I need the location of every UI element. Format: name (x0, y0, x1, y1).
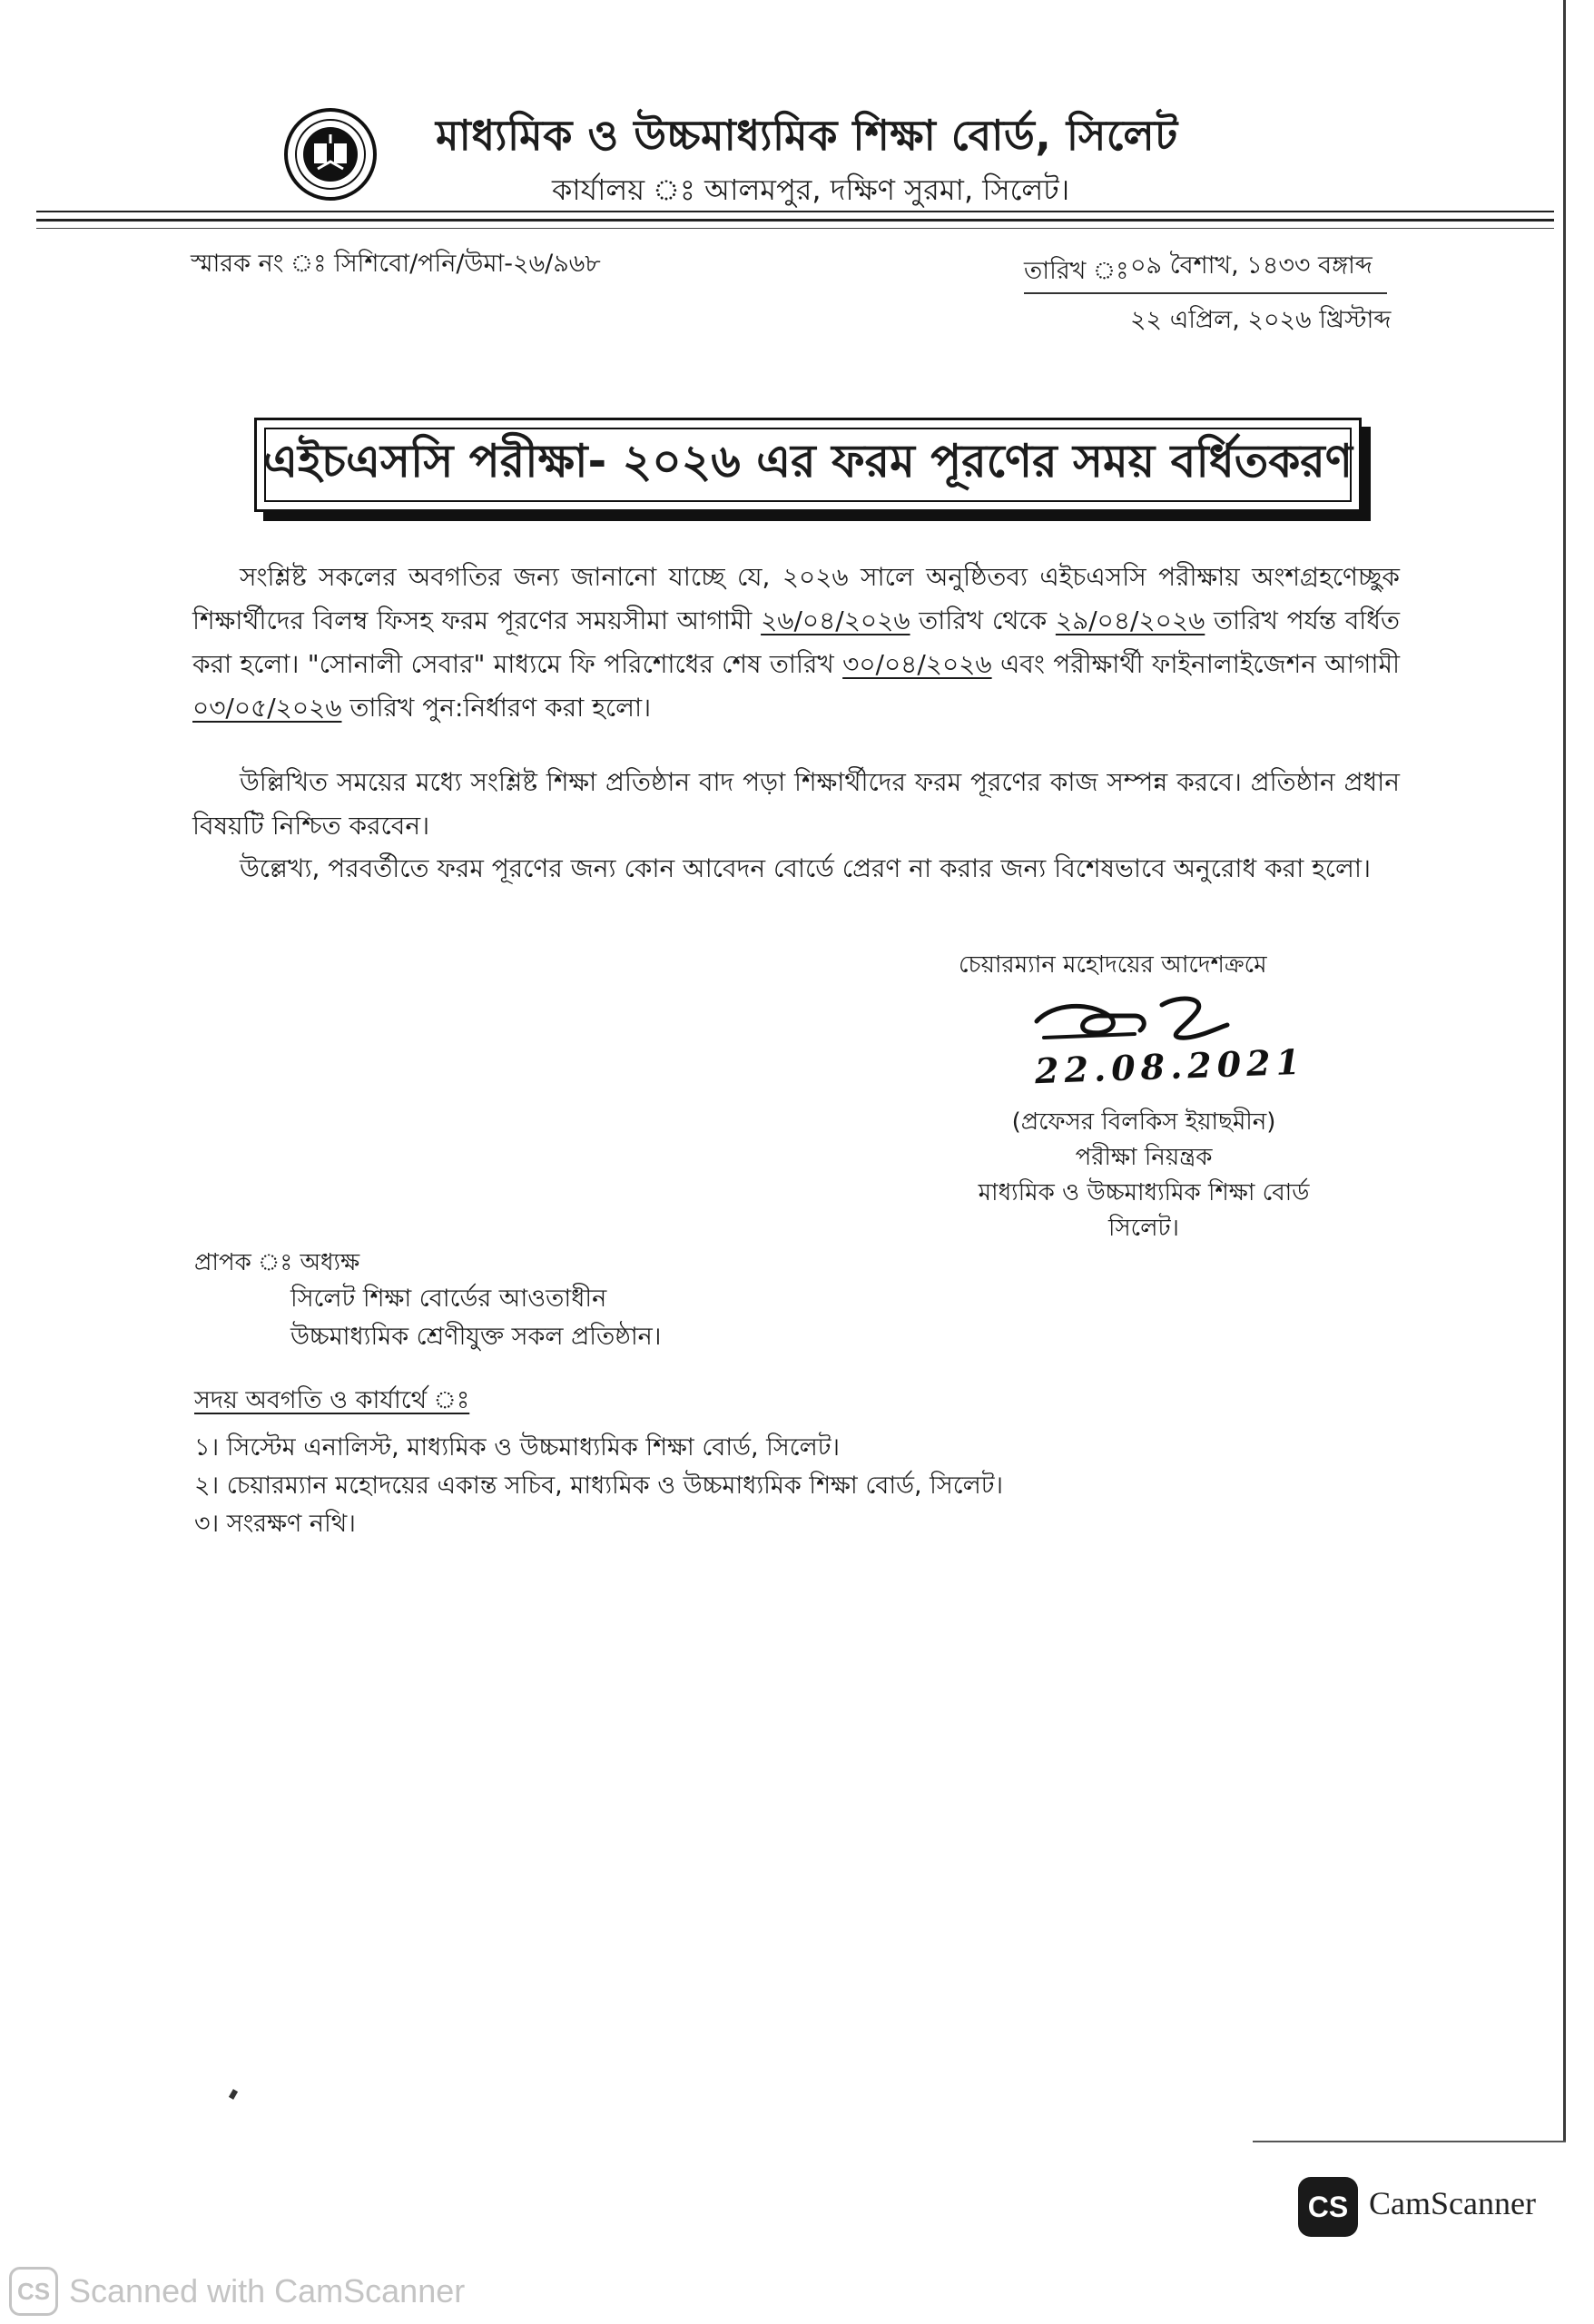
date-fee-deadline: ৩০/০৪/২০২৬ (842, 649, 992, 679)
date-finalization: ০৩/০৫/২০২৬ (192, 693, 342, 723)
p2-text: উল্লিখিত সময়ের মধ্যে সংশ্লিষ্ট শিক্ষা প্রতিষ্ঠান বাদ পড়া শিক্ষার্থীদের ফরম পূরণের কাজ সম্পন্ন করবে। প্রতিষ্ঠান প্রধান বিষয়টি নিশ্চিত করবেন। (192, 767, 1400, 841)
page-edge-bottom (1253, 2141, 1566, 2142)
date-gregorian: ২২ এপ্রিল, ২০২৬ খ্রিস্টাব্দ (1130, 306, 1392, 334)
stray-mark (229, 2089, 238, 2100)
p1-text-b: তারিখ থেকে (919, 606, 1048, 635)
p1-text-e: তারিখ পুন:নির্ধারণ করা হলো। (349, 693, 652, 723)
page-edge-right (1563, 0, 1566, 2142)
signature-order-line: চেয়ারম্যান মহোদয়ের আদেশক্রমে (959, 951, 1267, 979)
board-seal-icon (283, 107, 378, 202)
recipient-line: সিলেট শিক্ষা বোর্ডের আওতাধীন (290, 1285, 607, 1313)
date-divider (1024, 292, 1387, 294)
signatory-organization: মাধ্যমিক ও উচ্চমাধ্যমিক শিক্ষা বোর্ড (978, 1179, 1310, 1206)
header-rule (36, 211, 1554, 212)
cc-title: সদয় অবগতি ও কার্যার্থে ঃ (194, 1386, 470, 1414)
notice-title-box (254, 418, 1362, 512)
body-paragraph-2 (192, 761, 1400, 848)
camscanner-brand: CamScanner (1369, 2185, 1536, 2221)
recipient-label: প্রাপক ঃ অধ্যক্ষ (194, 1249, 360, 1276)
body-paragraph-1 (192, 556, 1400, 730)
camscanner-footer-text: Scanned with CamScanner (69, 2272, 466, 2309)
cc-list-item: ৩। সংরক্ষণ নথি। (194, 1510, 356, 1538)
camscanner-footer-logo-icon: CS (9, 2267, 58, 2316)
cc-list-item: ২। চেয়ারম্যান মহোদয়ের একান্ত সচিব, মাধ্যমিক ও উচ্চমাধ্যমিক শিক্ষা বোর্ড, সিলেট। (194, 1472, 1004, 1500)
p1-text-c: তারিখ পর্যন্ত বর্ধিত করা হলো। "সোনালী সেবার" মাধ্যমে ফি পরিশোধের শেষ তারিখ (192, 606, 1401, 679)
header-rule (36, 228, 1554, 229)
p3-text: উল্লেখ্য, পরবর্তীতে ফরম পূরণের জন্য কোন আবেদন বোর্ডে প্রেরণ না করার জন্য বিশেষভাবে অনুরোধ করা হলো। (240, 853, 1372, 883)
p1-text-d: এবং পরীক্ষার্থী ফাইনালাইজেশন আগামী (999, 649, 1400, 679)
camscanner-logo-icon: CS (1298, 2177, 1358, 2237)
p1-text-a: সংশ্লিষ্ট সকলের অবগতির জন্য জানানো যাচ্ছে যে, ২০২৬ সালে অনুষ্ঠিতব্য এইচএসসি পরীক্ষায় অংশগ্রহণেচ্ছুক শিক্ষার্থীদের বিলম্ব ফিসহ ফরম পূরণের সময়সীমা আগামী (192, 562, 1400, 635)
signature-date-handwritten: 22.08.2021 (1034, 1040, 1306, 1092)
header-rule (36, 219, 1554, 222)
recipient-line: উচ্চমাধ্যমিক শ্রেণীযুক্ত সকল প্রতিষ্ঠান। (290, 1323, 662, 1351)
signatory-name: (প্রফেসর বিলকিস ইয়াছমীন) (1011, 1108, 1276, 1136)
cc-list-item: ১। সিস্টেম এনালিস্ট, মাধ্যমিক ও উচ্চমাধ্যমিক শিক্ষা বোর্ড, সিলেট। (194, 1433, 841, 1462)
signatory-designation: পরীক্ষা নিয়ন্ত্রক (1075, 1144, 1213, 1171)
header-organization: মাধ্যমিক ও উচ্চমাধ্যমিক শিক্ষা বোর্ড, সিলেট (436, 111, 1178, 160)
header-office-address: কার্যালয় ঃ আলমপুর, দক্ষিণ সুরমা, সিলেট। (552, 172, 1070, 207)
date-form-start: ২৬/০৪/২০২৬ (761, 606, 910, 635)
memo-number: স্মারক নং ঃ সিশিবো/পনি/উমা-২৬/৯৬৮ (191, 250, 601, 278)
signatory-city: সিলেট। (1108, 1215, 1179, 1242)
date-bangla: ০৯ বৈশাখ, ১৪৩৩ বঙ্গাব্দ (1130, 251, 1373, 280)
date-form-end: ২৯/০৪/২০২৬ (1055, 606, 1205, 635)
notice-title: এইচএসসি পরীক্ষা- ২০২৬ এর ফরম পূরণের সময় বর্ধিতকরণ (262, 434, 1353, 487)
date-label: তারিখ ঃ (1024, 257, 1129, 285)
body-paragraph-3 (192, 847, 1400, 891)
notice-title-frame (264, 428, 1352, 502)
